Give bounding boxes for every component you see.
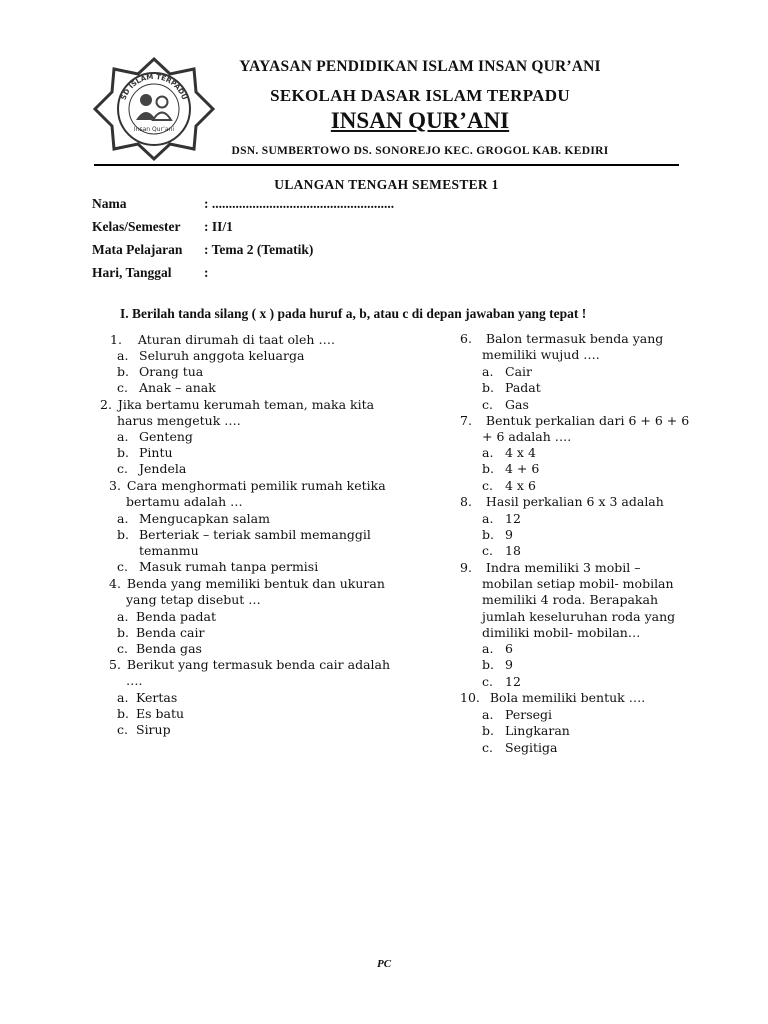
question-5: 5. Berikut yang termasuk benda cair adalah [109, 657, 391, 672]
option-6c[interactable]: c. Gas [482, 397, 529, 412]
question-9-line3: memiliki 4 roda. Berapakah [482, 592, 659, 607]
field-value-subject: : Tema 2 (Tematik) [204, 242, 314, 257]
option-2b[interactable]: b. Pintu [117, 445, 173, 460]
question-9: 9. Indra memiliki 3 mobil – [460, 560, 641, 575]
option-1c[interactable]: c. Anak – anak [117, 380, 216, 395]
question-10: 10. Bola memiliki bentuk …. [460, 690, 646, 705]
option-6b[interactable]: b. Padat [482, 380, 541, 395]
option-1b[interactable]: b. Orang tua [117, 364, 204, 379]
option-4c[interactable]: c. Benda gas [117, 641, 202, 656]
question-4-cont: yang tetap disebut … [126, 592, 261, 607]
field-value-date[interactable]: : [204, 265, 209, 280]
option-1a[interactable]: a. Seluruh anggota keluarga [117, 348, 305, 363]
question-6-cont: memiliki wujud …. [482, 347, 600, 362]
school-type: SEKOLAH DASAR ISLAM TERPADU [270, 86, 570, 105]
footer-initials: PC [376, 958, 392, 970]
option-8a[interactable]: a. 12 [482, 511, 521, 526]
option-6a[interactable]: a. Cair [482, 364, 532, 379]
school-address: DSN. SUMBERTOWO DS. SONOREJO KEC. GROGOL KAB. KEDIRI [231, 145, 609, 157]
option-5c[interactable]: c. Sirup [117, 722, 171, 737]
question-number: 1. [110, 332, 122, 347]
option-10c[interactable]: c. Segitiga [482, 740, 558, 755]
option-3c[interactable]: c. Masuk rumah tanpa permisi [117, 559, 319, 574]
question-6: 6. Balon termasuk benda yang [460, 331, 664, 346]
option-10a[interactable]: a. Persegi [482, 707, 553, 722]
question-5-cont: …. [126, 673, 143, 688]
option-3a[interactable]: a. Mengucapkan salam [117, 511, 270, 526]
question-text: Aturan dirumah di taat oleh …. [137, 332, 335, 347]
question-4: 4. Benda yang memiliki bentuk dan ukuran [109, 576, 385, 591]
option-2a[interactable]: a. Genteng [117, 429, 193, 444]
option-3b[interactable]: b. Berteriak – teriak sambil memanggil [117, 527, 371, 542]
field-label-date: Hari, Tanggal [92, 265, 172, 280]
field-value-class: : II/1 [204, 219, 233, 234]
header-divider [94, 164, 679, 166]
question-3: 3. Cara menghormati pemilik rumah ketika [109, 478, 386, 493]
option-9b[interactable]: b. 9 [482, 657, 513, 672]
option-5a[interactable]: a. Kertas [117, 690, 178, 705]
instruction: I. Berilah tanda silang ( x ) pada huruf a, b, atau c di depan jawaban yang tepat ! [120, 306, 587, 321]
option-9c[interactable]: c. 12 [482, 674, 521, 689]
foundation-name: YAYASAN PENDIDIKAN ISLAM INSAN QUR’ANI [239, 58, 601, 75]
option-2c[interactable]: c. Jendela [117, 461, 187, 476]
option-10b[interactable]: b. Lingkaran [482, 723, 570, 738]
question-8: 8. Hasil perkalian 6 x 3 adalah [460, 494, 664, 509]
option-4a[interactable]: a. Benda padat [117, 609, 216, 624]
school-logo [92, 56, 216, 162]
logo-arc-text: SD ISLAM TERPADU [119, 72, 189, 102]
option-5b[interactable]: b. Es batu [117, 706, 185, 721]
option-7a[interactable]: a. 4 x 4 [482, 445, 536, 460]
option-8b[interactable]: b. 9 [482, 527, 513, 542]
question-9-line2: mobilan setiap mobil- mobilan [482, 576, 674, 591]
question-2: 2. Jika bertamu kerumah teman, maka kita [100, 397, 375, 412]
question-3-cont: bertamu adalah … [126, 494, 243, 509]
question-2-cont: harus mengetuk …. [117, 413, 241, 428]
exam-title: ULANGAN TENGAH SEMESTER 1 [274, 177, 499, 192]
question-7: 7. Bentuk perkalian dari 6 + 6 + 6 [460, 413, 690, 428]
question-1 [110, 332, 335, 348]
field-label-name: Nama [92, 196, 127, 211]
option-8c[interactable]: c. 18 [482, 543, 521, 558]
option-3b-cont: temanmu [139, 543, 199, 558]
option-7b[interactable]: b. 4 + 6 [482, 461, 540, 476]
option-7c[interactable]: c. 4 x 6 [482, 478, 536, 493]
field-value-name[interactable]: : ...................................................... [204, 196, 395, 211]
field-label-subject: Mata Pelajaran [92, 242, 183, 257]
field-label-class: Kelas/Semester [92, 219, 181, 234]
question-9-line4: jumlah keseluruhan roda yang [482, 609, 676, 624]
school-name: INSAN QUR’ANI [330, 108, 510, 133]
logo-bottom-text: Insan Qur’ani [133, 126, 175, 133]
option-4b[interactable]: b. Benda cair [117, 625, 205, 640]
option-9a[interactable]: a. 6 [482, 641, 513, 656]
question-7-cont: + 6 adalah …. [482, 429, 572, 444]
question-9-line5: dimiliki mobil- mobilan… [482, 625, 641, 640]
